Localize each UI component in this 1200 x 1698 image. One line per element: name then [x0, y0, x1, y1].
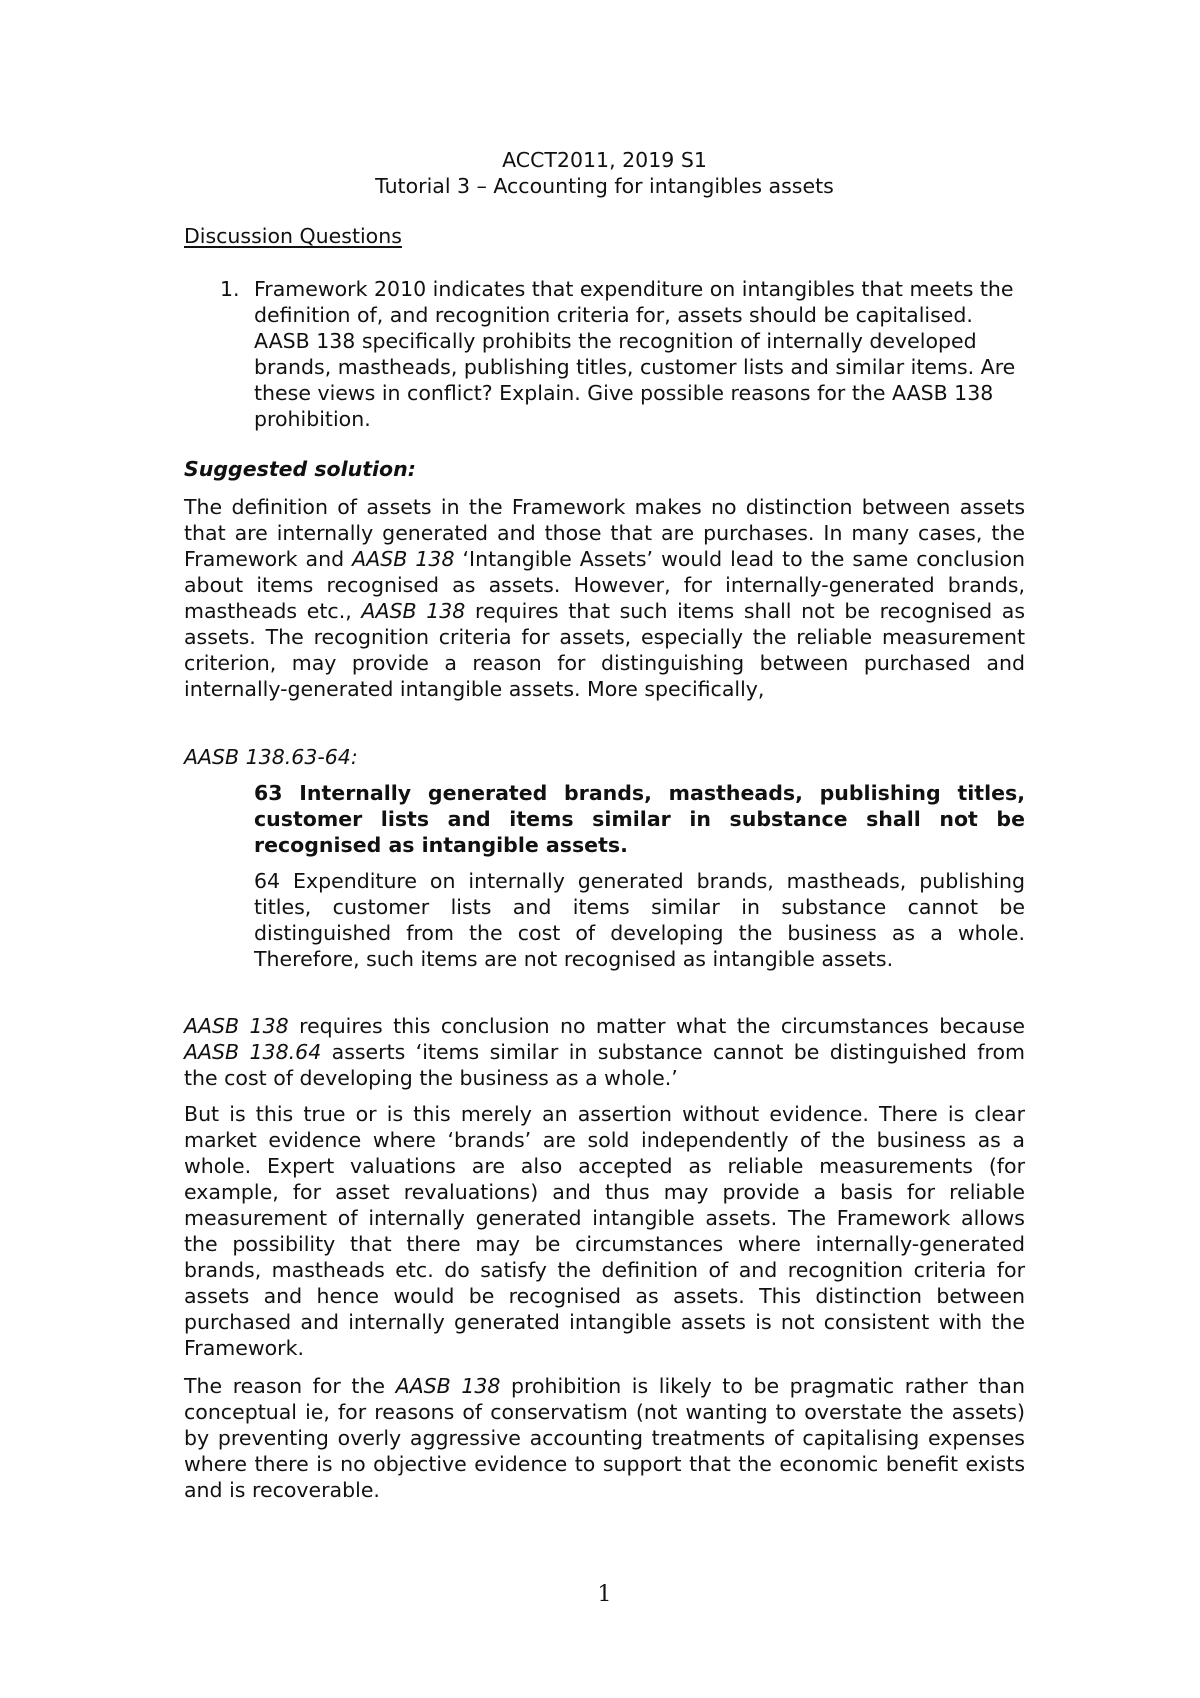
paragraph-text: requires this conclusion no matter what the circumstances because — [288, 1014, 1025, 1038]
paragraph-text: prohibition is likely to be pragmatic rather than conceptual ie, for reasons of conservatism (not wanting to overstate the assets) by preventing overly aggressive accounting treatments of capitalising expenses where there is no objective evidence to support that the economic benefit exists and is recoverable. — [184, 1374, 1025, 1502]
reference-label: AASB 138.63-64: — [184, 745, 358, 769]
title-block — [184, 147, 1025, 199]
standard-reference: AASB 138 — [352, 547, 455, 571]
course-line: ACCT2011, 2019 S1 — [502, 148, 707, 172]
solution-paragraph-1 — [184, 494, 1025, 702]
solution-heading: Suggested solution: — [184, 457, 416, 481]
paragraph-text: requires that such items shall not be recognised as assets. The recognition criteria for assets, especially the reliable measurement criterion, may provide a reason for distinguishing between purchased and internally-generated intangible assets. More specifically, — [184, 599, 1026, 701]
section-heading: Discussion Questions — [184, 224, 402, 248]
paragraph-text: The reason for the — [184, 1374, 396, 1398]
standard-reference: AASB 138 — [184, 1014, 289, 1038]
standard-reference: AASB 138 — [361, 599, 466, 623]
question-text: Framework 2010 indicates that expenditure on intangibles that meets the definition of, and recognition criteria for, assets should be capitalised. AASB 138 specifically prohibits the recognition of internally developed brands, mastheads, publishing titles, customer lists and similar items. Are these views in conflict? Explain. Give possible reasons for the AASB 138 prohibition. — [254, 277, 1016, 431]
solution-paragraph-2 — [184, 1013, 1025, 1091]
quote-paragraph-63: 63 Internally generated brands, mastheads, publishing titles, customer lists and items similar in substance shall not be recognised as intangible assets. — [254, 781, 1025, 857]
solution-paragraph-3: But is this true or is this merely an assertion without evidence. There is clear market evidence where ‘brands’ are sold independently of the business as a whole. Expert valuations are also accepted as reliable measurements (for example, for asset revaluations) and thus may provide a basis for reliable measurement of internally generated intangible assets. The Framework allows the possibility that there may be circumstances where internally-generated brands, mastheads etc. do satisfy the definition of and recognition criteria for assets and hence would be recognised as assets. This distinction between purchased and internally generated intangible assets is not consistent with the Framework. — [184, 1102, 1025, 1360]
standard-reference: AASB 138.64 — [184, 1040, 322, 1064]
question-number: 1. — [220, 277, 240, 301]
standard-reference: AASB 138 — [395, 1374, 501, 1398]
page-number: 1 — [597, 1582, 612, 1607]
discussion-question — [184, 276, 1025, 432]
paragraph-text: ‘Intangible Assets’ would lead to the same conclusion about items recognised as assets. However, for internally-generated brands, mastheads etc., — [184, 547, 1025, 623]
paragraph-text: asserts ‘items similar in substance cannot be distinguished from the cost of developing the business as a whole.’ — [184, 1040, 1025, 1090]
solution-paragraph-4 — [184, 1373, 1025, 1503]
paragraph-text: The definition of assets in the Framework makes no distinction between assets that are internally generated and those that are purchases. In many cases, the Framework and — [184, 495, 1025, 571]
tutorial-title: Tutorial 3 – Accounting for intangibles assets — [375, 174, 834, 198]
quote-paragraph-64: 64 Expenditure on internally generated brands, mastheads, publishing titles, customer lists and items similar in substance cannot be distinguished from the cost of developing the business as a whole. Therefore, such items are not recognised as intangible assets. — [254, 869, 1025, 971]
